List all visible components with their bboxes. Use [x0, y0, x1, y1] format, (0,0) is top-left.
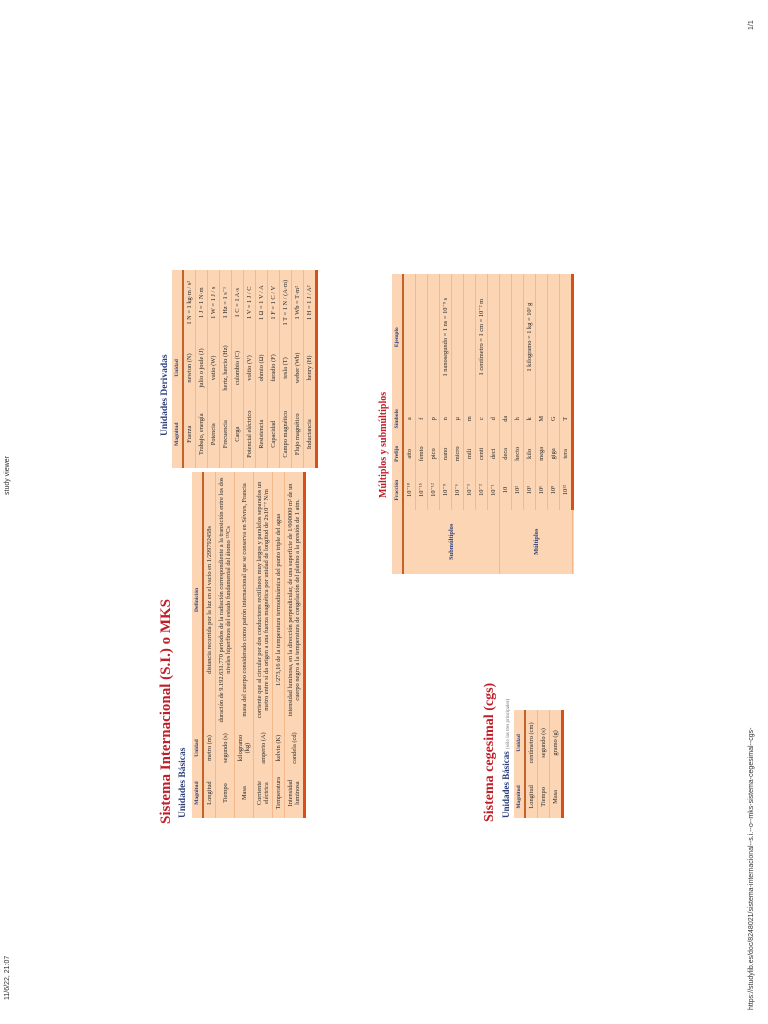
cgs-title: Sistema cegesimal (cgs) [482, 682, 497, 822]
table-cell: 1 T = 1 N / (A·m) [280, 270, 292, 335]
table-cell: 1 H = 1 J / A² [304, 270, 317, 335]
table-row [220, 270, 232, 468]
table-cell: weber (Wb) [292, 335, 304, 400]
si-subtitle: Unidades Básicas [178, 747, 188, 818]
table-header-row [514, 710, 525, 818]
table-cell: kilogramo (kg) [235, 728, 254, 768]
table-row [208, 270, 220, 468]
multiples-table [392, 274, 574, 574]
table-cell: 1 J = 1 N·m [196, 270, 208, 335]
table-cell [403, 274, 416, 400]
table-cell: segundo (s) [538, 710, 550, 776]
table-cell: tera [560, 437, 573, 470]
submultiples-group-label: Submúltiplos [403, 510, 500, 574]
table-header-row [172, 270, 183, 468]
table-cell: a [403, 400, 416, 437]
table-cell: c [476, 400, 488, 437]
multiples-group-label: Múltiplos [500, 510, 573, 574]
table-cell: candela (cd) [285, 728, 305, 768]
table-cell: Longitud [203, 768, 216, 818]
table-row [280, 270, 292, 468]
table-cell: 1 kilogramo = 1 kg = 10³ g [524, 274, 536, 400]
print-datetime: 11/6/22, 21:07 [4, 955, 11, 1000]
table-cell: atto [403, 437, 416, 470]
table-cell: Campo magnético [280, 400, 292, 468]
table-cell: segundo (s) [216, 728, 235, 768]
table-cell [428, 274, 440, 400]
table-cell: 1 Wb = T·m² [292, 270, 304, 335]
column-header [392, 510, 403, 574]
table-row [254, 472, 273, 818]
table-cell: 1 V = 1 J / C [244, 270, 256, 335]
table-cell: mili [464, 437, 476, 470]
multiples-title: Múltiplos y submúltiplos [378, 391, 389, 498]
column-header: Prefijo [392, 437, 403, 470]
table-cell: kelvin (K) [273, 728, 285, 768]
table-cell: Frecuencia [220, 400, 232, 468]
table-cell: h [512, 400, 524, 437]
table-cell: M [536, 400, 548, 437]
table-row [550, 710, 563, 818]
table-cell: tesla (T) [280, 335, 292, 400]
table-cell: 10⁹ [548, 471, 560, 510]
table-cell: 10⁻² [476, 471, 488, 510]
table-cell [560, 274, 573, 400]
table-cell: duración de 9.192.631.770 periodos de la radiación correspondiente a la transición entre los dos niveles hiperfinos del estado fundamental del átomo ¹³³Cs [216, 472, 235, 728]
table-cell: pico [428, 437, 440, 470]
column-header: Símbolo [392, 400, 403, 437]
table-cell: Masa [550, 776, 563, 818]
table-cell: Masa [235, 768, 254, 818]
table-cell: corriente que al circular por dos conductores rectilíneos muy largos y paralelos separados un metro entre sí da origen a una fuerza magnética por unidad de longitud de 2x10⁻⁷ N/m [254, 472, 273, 728]
table-row [244, 270, 256, 468]
table-cell: T [560, 400, 573, 437]
table-cell: Intensidad luminosa [285, 768, 305, 818]
column-header: Unidad [172, 335, 183, 400]
table-row [203, 472, 216, 818]
table-row [292, 270, 304, 468]
table-cell [512, 274, 524, 400]
table-cell: kilo [524, 437, 536, 470]
table-cell: 1 Hz = 1 s⁻¹ [220, 270, 232, 335]
table-cell: n [440, 400, 452, 437]
table-cell [452, 274, 464, 400]
table-cell: distancia recorrida por la luz en el vacío en 1/299792458s [203, 472, 216, 728]
print-title: study viewer [4, 456, 11, 495]
table-cell: 10⁻³ [464, 471, 476, 510]
table-cell: culombio (C) [232, 335, 244, 400]
table-cell: Flujo magnético [292, 400, 304, 468]
table-cell: 10⁻¹⁵ [416, 471, 428, 510]
table-cell: Longitud [525, 776, 538, 818]
derived-units-table [172, 270, 318, 468]
column-header: Magnitud [192, 768, 203, 818]
table-cell: k [524, 400, 536, 437]
table-cell: 10 [500, 471, 512, 510]
table-cell: micro [452, 437, 464, 470]
table-cell: µ [452, 400, 464, 437]
table-cell: 10⁻⁶ [452, 471, 464, 510]
table-cell: 1 F = 1 C / V [268, 270, 280, 335]
table-cell: Inductancia [304, 400, 317, 468]
cgs-subtitle [501, 699, 511, 818]
table-cell: Capacidad [268, 400, 280, 468]
column-header: Ejemplo [392, 274, 403, 400]
table-cell: d [488, 400, 500, 437]
column-header: Definición [192, 472, 203, 728]
table-cell: centi [476, 437, 488, 470]
table-cell: 1 C = 1 A·s [232, 270, 244, 335]
table-cell: amperio (A) [254, 728, 273, 768]
table-cell: Trabajo, energía [196, 400, 208, 468]
table-cell: centímetro (cm) [525, 710, 538, 776]
table-cell: 1 W = 1 J / s [208, 270, 220, 335]
table-cell [536, 274, 548, 400]
table-cell: m [464, 400, 476, 437]
si-title: Sistema Internacional (S.I.) o MKS [158, 599, 174, 824]
table-cell: vatio (W) [208, 335, 220, 400]
table-cell: 10⁻¹² [428, 471, 440, 510]
table-cell: deca [500, 437, 512, 470]
table-cell [500, 274, 512, 400]
table-cell: nano [440, 437, 452, 470]
table-cell: hecto [512, 437, 524, 470]
table-cell: mega [536, 437, 548, 470]
column-header: Unidad [514, 710, 525, 776]
column-header [172, 270, 183, 335]
table-cell [464, 274, 476, 400]
table-cell: 1 N = 1 kg·m / s² [183, 270, 196, 335]
table-cell: Fuerza [183, 400, 196, 468]
table-cell: 1 centímetro = 1 cm = 10⁻² m [476, 274, 488, 400]
si-units-table [192, 472, 306, 818]
table-cell: deci [488, 437, 500, 470]
table-cell: 1 nanosegundo = 1 ns = 10⁻⁹ s [440, 274, 452, 400]
table-row [183, 270, 196, 468]
table-cell: Tiempo [538, 776, 550, 818]
table-cell: gramo (g) [550, 710, 563, 776]
table-row [235, 472, 254, 818]
print-page-number: 1/1 [748, 20, 755, 30]
column-header: Fracción [392, 471, 403, 510]
table-row [538, 710, 550, 818]
table-cell: 10⁻¹ [488, 471, 500, 510]
table-cell: da [500, 400, 512, 437]
table-row [268, 270, 280, 468]
table-row [196, 270, 208, 468]
derived-title: Unidades Derivadas [160, 354, 170, 436]
table-cell: julio o joule (J) [196, 335, 208, 400]
table-cell: 1/273,16 de la temperatura termodinámica del punto triple del agua [273, 472, 285, 728]
table-cell: Tiempo [216, 768, 235, 818]
table-cell: f [416, 400, 428, 437]
table-cell: Temperatura [273, 768, 285, 818]
table-cell: Corriente eléctrica [254, 768, 273, 818]
table-cell: ohmio (Ω) [256, 335, 268, 400]
table-cell: newton (N) [183, 335, 196, 400]
table-row [500, 274, 512, 574]
table-cell: Carga [232, 400, 244, 468]
table-cell: 10² [512, 471, 524, 510]
table-cell: metro (m) [203, 728, 216, 768]
table-row [403, 274, 416, 574]
table-cell [548, 274, 560, 400]
table-cell: 10⁻⁹ [440, 471, 452, 510]
column-header: Magnitud [514, 776, 525, 818]
table-cell: intensidad luminosa, en la dirección perpendicular, de una superficie de 1/600000 m² de un cuerpo negro a la temperatura de congelación del platino a la presión de 1 atm. [285, 472, 305, 728]
table-row [216, 472, 235, 818]
cgs-subtitle-text: Unidades Básicas [501, 751, 511, 818]
print-url: https://studylib.es/doc/8248021/sistema-internacional--s.i.--o--mks-sistema-cegesimal--cgs- [748, 727, 755, 1010]
table-cell: masa del cuerpo considerado como patrón internacional que se conserva en Sèvres, Francia [235, 472, 254, 728]
table-header-row [392, 274, 403, 574]
table-cell: hertz, hercio (Hz) [220, 335, 232, 400]
table-cell: 10¹² [560, 471, 573, 510]
column-header: Magnitud [172, 400, 183, 468]
table-cell: henry (H) [304, 335, 317, 400]
table-row [285, 472, 305, 818]
cgs-subtitle-note: (sólo las tres principales) [506, 698, 511, 749]
table-cell [416, 274, 428, 400]
table-cell: p [428, 400, 440, 437]
column-header: Unidad [192, 728, 203, 768]
table-cell [488, 274, 500, 400]
table-cell: G [548, 400, 560, 437]
table-cell: voltio (V) [244, 335, 256, 400]
table-cell: Potencia [208, 400, 220, 468]
table-cell: faradio (F) [268, 335, 280, 400]
table-cell: Potencial eléctrico [244, 400, 256, 468]
table-cell: 1 Ω = 1 V / A [256, 270, 268, 335]
table-row [273, 472, 285, 818]
table-cell: 10⁻¹⁸ [403, 471, 416, 510]
table-row [256, 270, 268, 468]
table-cell: 10⁶ [536, 471, 548, 510]
cgs-units-table [514, 710, 564, 818]
table-cell: Resistencia [256, 400, 268, 468]
table-header-row [192, 472, 203, 818]
table-row [304, 270, 317, 468]
table-cell: giga [548, 437, 560, 470]
table-cell: femto [416, 437, 428, 470]
table-row [232, 270, 244, 468]
table-row [525, 710, 538, 818]
table-cell: 10³ [524, 471, 536, 510]
